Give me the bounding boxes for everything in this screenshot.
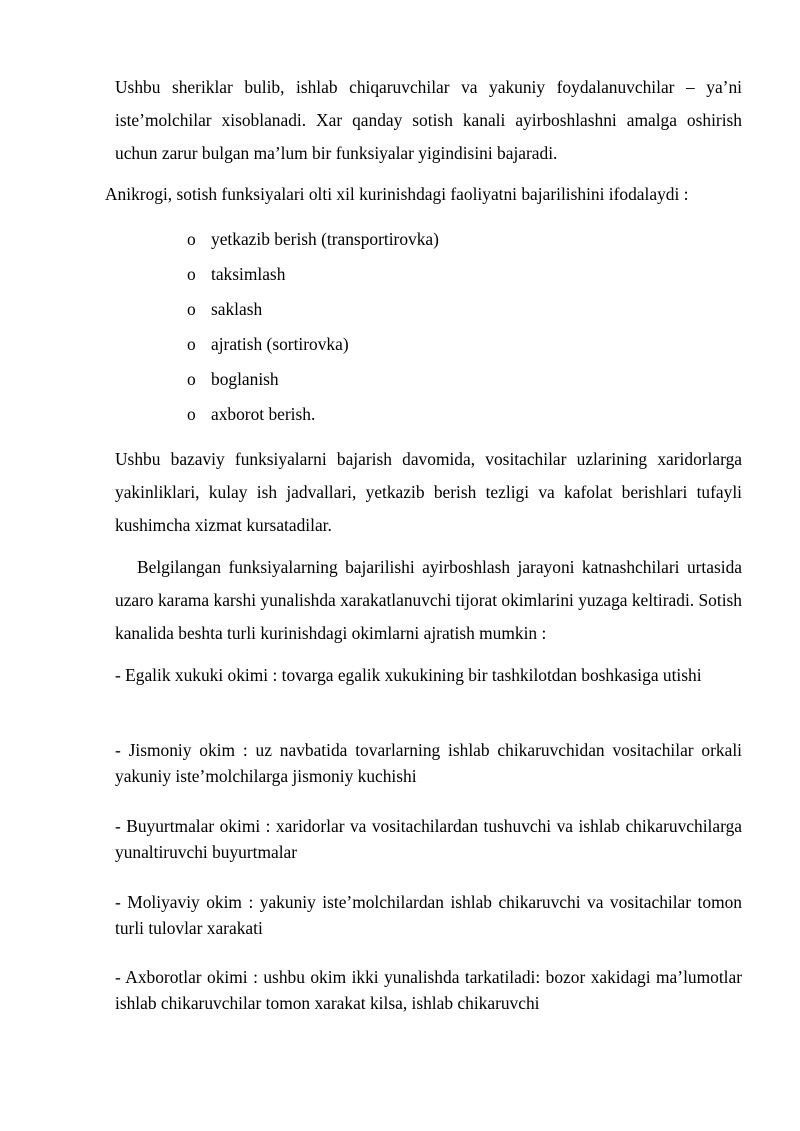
circle-bullet-icon: o xyxy=(187,404,196,424)
flow-item-orders: - Buyurtmalar okimi : xaridorlar va vositachilardan tushuvchi va ishlab chikaruvchilarga yunaltiruvchi buyurtmalar xyxy=(115,816,742,862)
flow-item-physical: - Jismoniy okim : uz navbatida tovarlarning ishlab chikaruvchidan vositachilar orkali yakuniy iste’molchilarga jismoniy kuchishi xyxy=(115,740,742,786)
flow-item-ownership: - Egalik xukuki okimi : tovarga egalik xukukining bir tashkilotdan boshkasiga utishi xyxy=(115,665,702,685)
flow-item-information: - Axborotlar okimi : ushbu okim ikki yunalishda tarkatiladi: bozor xakidagi ma’lumotlar ishlab chikaruvchilar tomon xarakat kilsa, ishlab chikaruvchi xyxy=(115,967,742,1013)
paragraph-functions-lead: Anikrogi, sotish funksiyalari olti xil kurinishdagi faoliyatni bajarilishini ifodalaydi : xyxy=(105,184,689,204)
list-item: o yetkazib berish (transportirovka) xyxy=(187,229,439,249)
list-item: o axborot berish. xyxy=(187,404,316,424)
circle-bullet-icon: o xyxy=(187,299,196,319)
circle-bullet-icon: o xyxy=(187,369,196,389)
functions-list xyxy=(187,228,439,438)
list-item: o taksimlash xyxy=(187,264,286,284)
circle-bullet-icon: o xyxy=(187,264,196,284)
flow-item-financial: - Moliyaviy okim : yakuniy iste’molchilardan ishlab chikaruvchi va vositachilar tomon turli tulovlar xarakati xyxy=(115,892,742,938)
paragraph-intermediaries: Ushbu bazaviy funksiyalarni bajarish davomida, vositachilar uzlarining xaridorlarga yakinliklari, kulay ish jadvallari, yetkazib berish tezligi va kafolat berishlari tufayli kushimcha xizmat kursatadilar. xyxy=(115,449,742,535)
list-item: o boglanish xyxy=(187,369,279,389)
list-item: o ajratish (sortirovka) xyxy=(187,334,349,354)
paragraph-intro: Ushbu sheriklar bulib, ishlab chiqaruvchilar va yakuniy foydalanuvchilar – ya’ni iste’molchilar xisoblanadi. Xar qanday sotish kanali ayirboshlashni amalga oshirish uchun zarur bulgan ma’lum bir funksiyalar yigindisini bajaradi. xyxy=(115,77,742,163)
circle-bullet-icon: o xyxy=(187,334,196,354)
circle-bullet-icon: o xyxy=(187,229,196,249)
list-item: o saklash xyxy=(187,299,263,319)
paragraph-flows-lead: Belgilangan funksiyalarning bajarilishi ayirboshlash jarayoni katnashchilari urtasida uzaro karama karshi yunalishda xarakatlanuvchi tijorat okimlarini yuzaga keltiradi. Sotish kanalida beshta turli kurinishdagi okimlarni ajratish mumkin : xyxy=(115,557,742,643)
